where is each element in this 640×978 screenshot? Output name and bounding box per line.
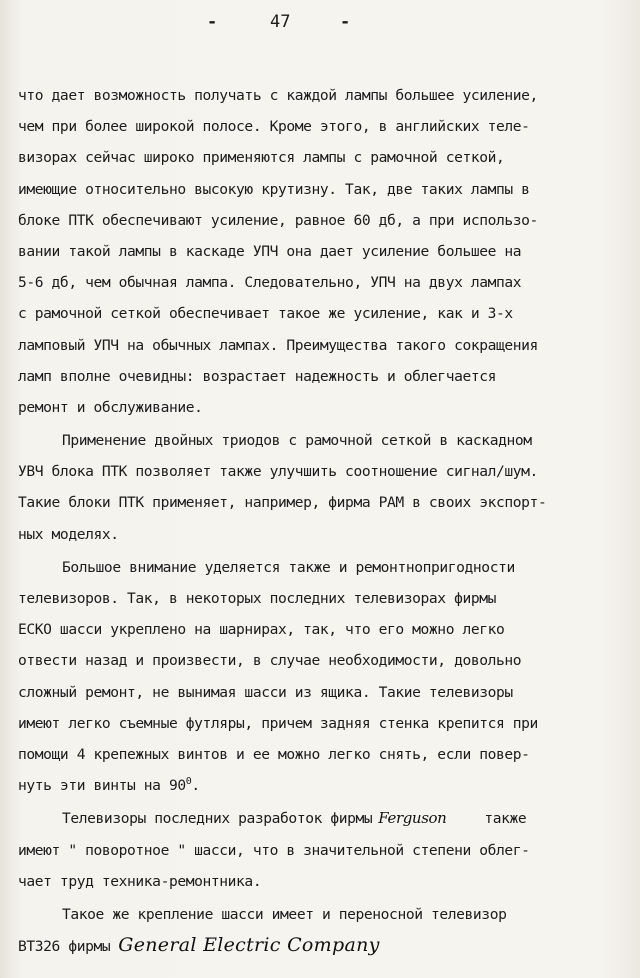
ferguson-line-before: Телевизоры последних разработок фирмы	[62, 810, 373, 828]
ferguson-line-after: также	[484, 810, 527, 828]
text-line-degree	[18, 770, 614, 801]
text-line: Такие блоки ПТК применяет, например, фирма PAM в своих экспорт-	[18, 494, 547, 512]
degree-line-text: нуть эти винты на 90	[18, 777, 186, 795]
page-number: 47	[270, 12, 291, 32]
text-line: ламповый УПЧ на обычных лампах. Преимущества такого сокращения	[18, 336, 538, 354]
text-line: сложный ремонт, не вынимая шасси из ящика. Такие телевизоры	[18, 683, 513, 701]
handwritten-ferguson: Ferguson	[378, 809, 447, 828]
typewritten-text	[18, 80, 614, 961]
text-line: имеющие относительно высокую крутизну. Так, две таких лампы в	[18, 180, 530, 198]
degree-line-end: .	[191, 777, 200, 795]
text-line: имеют легко съемные футляры, причем задняя стенка крепится при	[18, 714, 538, 732]
text-line: вании такой лампы в каскаде УПЧ она дает усиление большее на	[18, 242, 522, 260]
paragraph-start-line: Такое же крепление шасси имеет и переносной телевизор	[62, 905, 507, 923]
text-line: помощи 4 крепежных винтов и ее можно легко снять, если повер-	[18, 745, 530, 763]
text-line: блоке ПТК обеспечивают усиление, равное 60 дб, а при использо-	[18, 211, 538, 229]
text-line: ных моделях.	[18, 525, 119, 543]
text-line: визорах сейчас широко применяются лампы с рамочной сеткой,	[18, 149, 505, 167]
header-dash-left: -	[207, 12, 218, 32]
text-line: ламп вполне очевидны: возрастает надежность и облегчается	[18, 367, 497, 385]
text-line: ЕСКО шасси укреплено на шарнирах, так, что его можно легко	[18, 621, 505, 639]
text-line: что дает возможность получать с каждой лампы большее усиление,	[18, 87, 538, 104]
handwritten-general-electric: General Electric Company	[118, 934, 380, 957]
text-line: УВЧ блока ПТК позволяет также улучшить соотношение сигнал/шум.	[18, 463, 538, 481]
text-line: ремонт и обслуживание.	[18, 398, 203, 416]
text-line: 5-6 дб, чем обычная лампа. Следовательно, УПЧ на двух лампах	[18, 274, 522, 292]
paragraph-start-line: Применение двойных триодов с рамочной сеткой в каскадном	[62, 432, 532, 450]
text-line: с рамочной сеткой обеспечивает такое же усиление, как и 3-х	[18, 305, 513, 323]
degree-mark: 0	[185, 776, 192, 788]
paragraph-ferguson-line	[18, 803, 614, 834]
header-dash-right: -	[340, 12, 351, 32]
last-text-line	[18, 930, 614, 961]
page-header	[0, 10, 640, 40]
text-line: телевизоров. Так, в некоторых последних телевизорах фирмы	[18, 590, 497, 607]
text-line: чает труд техника-ремонтника.	[18, 872, 262, 890]
text-line: имеют " поворотное " шасси, что в значительной степени облег-	[18, 841, 530, 859]
text-line: отвести назад и произвести, в случае необходимости, довольно	[18, 652, 522, 670]
last-line-before: ВТ326 фирмы	[18, 938, 111, 956]
text-line: чем при более широкой полосе. Кроме этого, в английских теле-	[18, 118, 530, 136]
paragraph-start-line: Большое внимание уделяется также и ремонтнопригодности	[62, 558, 515, 576]
